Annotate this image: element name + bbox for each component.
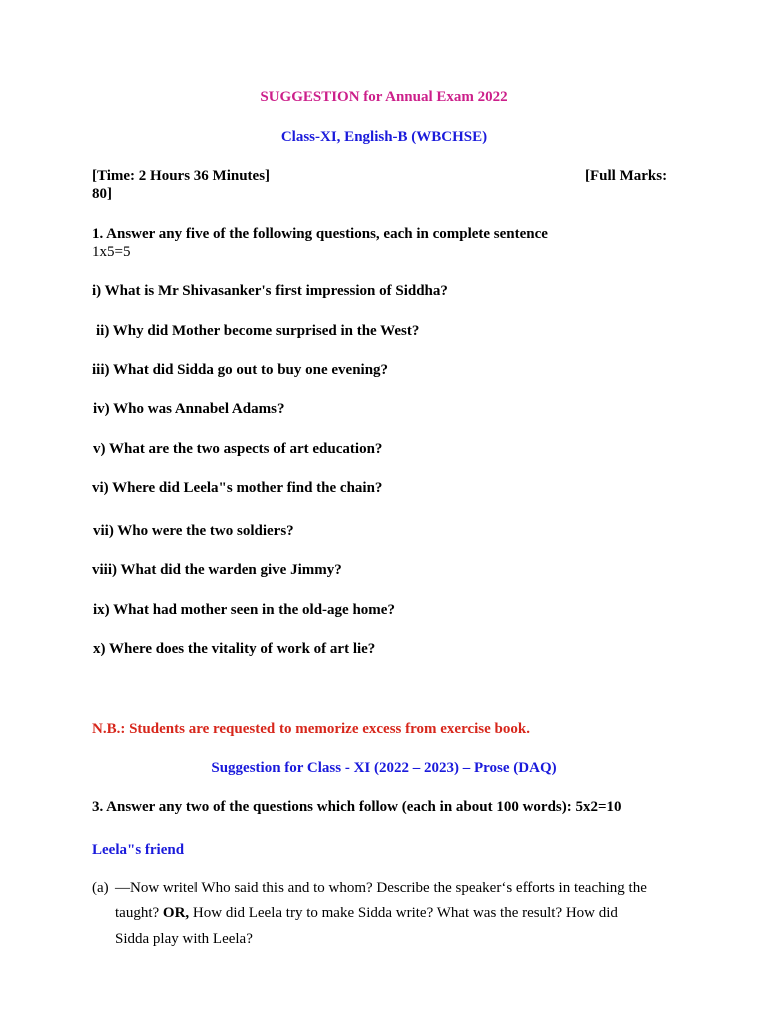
- section1-instruction: 1. Answer any five of the following questions, each in complete sentence: [92, 226, 548, 242]
- time-label: [Time: 2 Hours 36 Minutes]: [92, 168, 271, 184]
- question-7: vii) Who were the two soldiers?: [93, 523, 294, 539]
- prose-heading: [0, 759, 768, 777]
- full-marks-value: 80]: [92, 186, 112, 202]
- prose-heading-text: Suggestion for Class - XI (2022 – 2023) – Prose (DAQ): [211, 760, 557, 776]
- item-line-3: Sidda play with Leela?: [115, 931, 253, 947]
- section1-marks: 1x5=5: [92, 244, 131, 260]
- document-subtitle: [0, 128, 768, 146]
- question-4: iv) Who was Annabel Adams?: [93, 401, 285, 417]
- full-marks-label: [Full Marks:: [585, 168, 668, 184]
- note-prefix: N.B.:: [92, 721, 126, 737]
- item-line-2: [115, 904, 618, 922]
- document-subtitle-text: Class-XI, English-B (WBCHSE): [280, 129, 488, 145]
- item-line-1: ―Now write‖ Who said this and to whom? Describe the speaker‘s efforts in teaching the: [115, 880, 647, 896]
- or-label: OR,: [162, 905, 190, 921]
- section2-instruction: 3. Answer any two of the questions which follow (each in about 100 words): 5x2=10: [92, 799, 622, 815]
- question-5: v) What are the two aspects of art education?: [93, 441, 383, 457]
- item-line-2-start: taught?: [115, 905, 163, 921]
- topic-heading: Leela"s friend: [92, 842, 185, 858]
- item-label: (a): [92, 880, 109, 896]
- question-3: iii) What did Sidda go out to buy one evening?: [92, 362, 389, 378]
- question-2: ii) Why did Mother become surprised in the West?: [96, 323, 420, 339]
- question-8: viii) What did the warden give Jimmy?: [92, 562, 342, 578]
- question-1: i) What is Mr Shivasanker's first impression of Siddha?: [92, 283, 448, 299]
- note-text: Students are requested to memorize excess from exercise book.: [125, 721, 530, 737]
- question-10: x) Where does the vitality of work of art lie?: [93, 641, 376, 657]
- note: [92, 720, 530, 738]
- item-line-2-end: How did Leela try to make Sidda write? What was the result? How did: [189, 905, 618, 921]
- document-title: [0, 88, 768, 106]
- document-title-text: SUGGESTION for Annual Exam 2022: [260, 89, 508, 105]
- question-9: ix) What had mother seen in the old-age home?: [93, 602, 395, 618]
- question-6: vi) Where did Leela"s mother find the chain?: [92, 480, 383, 496]
